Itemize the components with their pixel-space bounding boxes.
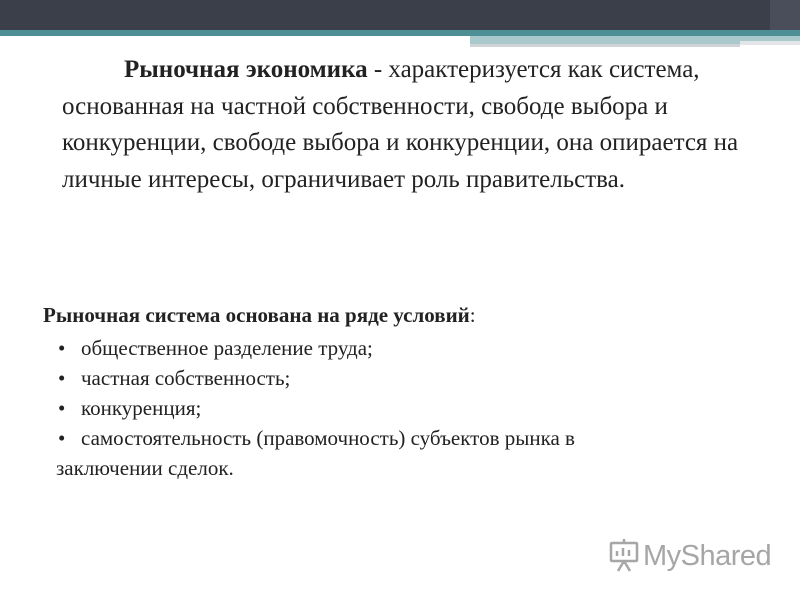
conditions-title xyxy=(43,300,743,330)
list-item xyxy=(0,363,800,393)
presentation-board-icon xyxy=(611,539,637,571)
bullet-icon: • xyxy=(58,396,66,420)
list-item-text: конкуренция; xyxy=(81,396,202,420)
conditions-list xyxy=(0,333,800,483)
watermark-text: MyShared xyxy=(643,540,772,572)
list-item-text: самостоятельность (правомочность) субъектов рынка в xyxy=(81,426,575,450)
definition-paragraph xyxy=(62,52,742,198)
header-band-gray-right xyxy=(740,41,800,45)
list-item-continuation: заключении сделок. xyxy=(56,456,234,480)
bullet-icon: • xyxy=(58,426,66,450)
list-item-text: частная собственность; xyxy=(81,366,291,390)
conditions-title-text: Рыночная система основана на ряде условий xyxy=(43,303,470,327)
definition-term: Рыночная экономика xyxy=(124,56,368,83)
list-item xyxy=(0,393,800,423)
header-band-dark-right xyxy=(770,0,800,30)
list-item xyxy=(0,333,800,363)
bullet-icon: • xyxy=(58,336,66,360)
header-band-dark xyxy=(0,0,800,30)
list-item-text: общественное разделение труда; xyxy=(81,336,373,360)
definition-text: - характеризуется как система, основанная на частной собственности, свободе выбора и конкуренции, свободе выбора и конкуренции, она опирается на личные интересы, ограничивает роль правительства. xyxy=(62,56,739,193)
header-band-gray xyxy=(470,44,740,47)
list-item xyxy=(0,423,800,483)
bullet-icon: • xyxy=(58,366,66,390)
conditions-title-colon: : xyxy=(469,303,476,327)
